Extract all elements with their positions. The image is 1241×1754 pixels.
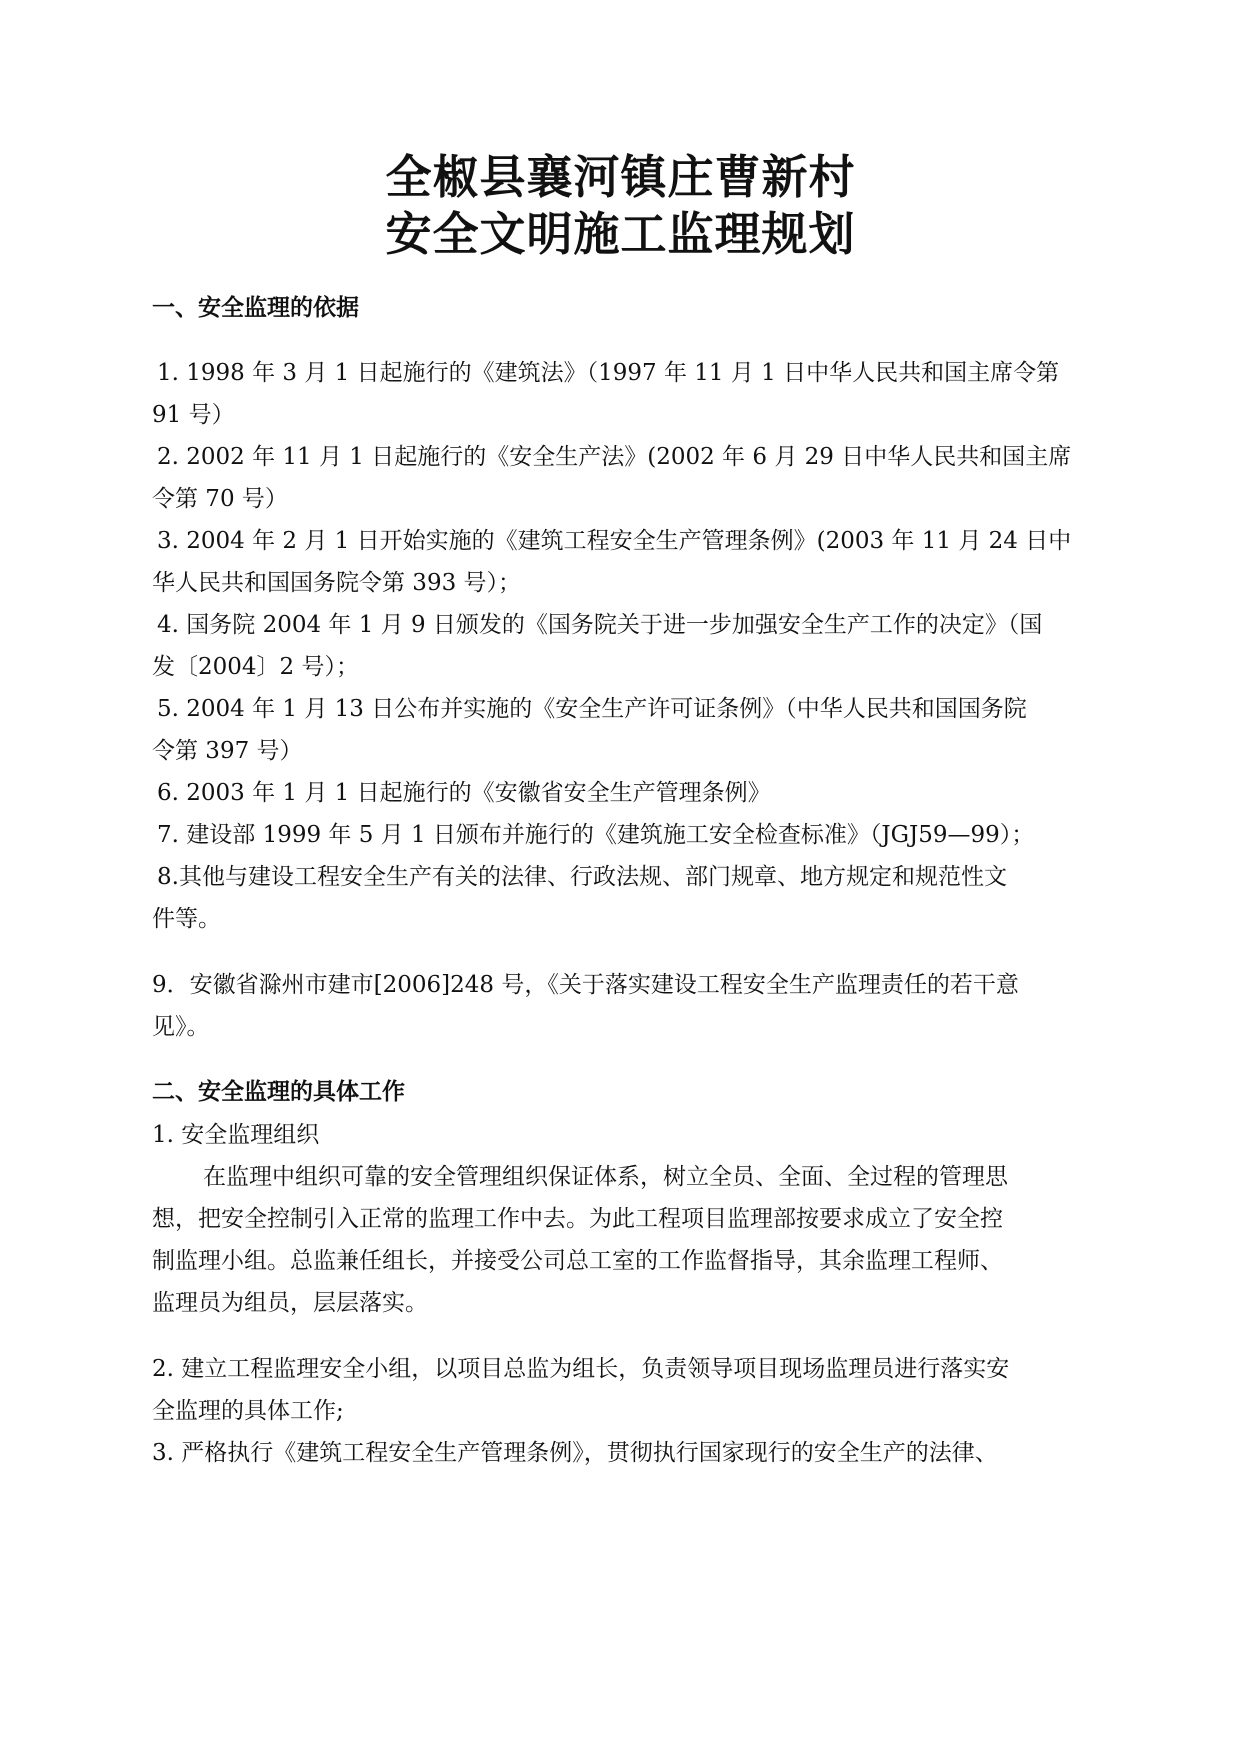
- basis-item-7: 7. 建设部 1999 年 5 月 1 日颁布并施行的《建筑施工安全检查标准》（JGJ59—99）；: [157, 822, 1035, 848]
- basis-item-1-cont: 91 号）: [152, 402, 235, 428]
- work-item-1-title: 1. 安全监理组织: [152, 1122, 320, 1148]
- work-item-2-cont: 全监理的具体工作;: [152, 1398, 344, 1424]
- work-item-1-paragraph-line-2: 想，把安全控制引入正常的监理工作中去。为此工程项目监理部按要求成立了安全控: [152, 1206, 1003, 1232]
- basis-item-1: 1. 1998 年 3 月 1 日起施行的《建筑法》（1997 年 11 月 1 日中华人民共和国主席令第: [157, 360, 1060, 386]
- basis-item-5-cont: 令第 397 号）: [152, 738, 303, 764]
- basis-item-2-cont: 令第 70 号）: [152, 486, 288, 512]
- basis-item-5: 5. 2004 年 1 月 13 日公布并实施的《安全生产许可证条例》（中华人民共和国国务院: [157, 696, 1027, 722]
- basis-item-3: 3. 2004 年 2 月 1 日开始实施的《建筑工程安全生产管理条例》(2003 年 11 月 24 日中: [157, 528, 1072, 554]
- section-1-heading: 一、安全监理的依据: [152, 295, 359, 321]
- basis-item-9-cont: 见》。: [152, 1014, 210, 1040]
- basis-item-9: 9．安徽省滁州市建市[2006]248 号，《关于落实建设工程安全生产监理责任的若干意: [152, 972, 1019, 998]
- basis-item-4-cont: 发〔2004〕2 号）；: [152, 654, 359, 680]
- work-item-1-paragraph-line-1: 在监理中组织可靠的安全管理组织保证体系，树立全员、全面、全过程的管理思: [203, 1164, 1008, 1190]
- work-item-1-paragraph-line-4: 监理员为组员，层层落实。: [152, 1290, 428, 1316]
- section-2-heading: 二、安全监理的具体工作: [152, 1079, 405, 1105]
- basis-item-6: 6. 2003 年 1 月 1 日起施行的《安徽省安全生产管理条例》: [157, 780, 771, 806]
- basis-item-2: 2. 2002 年 11 月 1 日起施行的《安全生产法》(2002 年 6 月 29 日中华人民共和国主席: [157, 444, 1072, 470]
- document-title-line-1: 全椒县襄河镇庄曹新村: [385, 150, 856, 204]
- basis-item-8: 8.其他与建设工程安全生产有关的法律、行政法规、部门规章、地方规定和规范性文: [157, 864, 1007, 890]
- basis-item-4: 4. 国务院 2004 年 1 月 9 日颁发的《国务院关于进一步加强安全生产工作的决定》（国: [157, 612, 1043, 638]
- basis-item-8-cont: 件等。: [152, 906, 221, 932]
- work-item-2: 2. 建立工程监理安全小组，以项目总监为组长，负责领导项目现场监理员进行落实安: [152, 1356, 1010, 1382]
- basis-item-3-cont: 华人民共和国国务院令第 393 号）；: [152, 570, 522, 596]
- document-title-line-2: 安全文明施工监理规划: [385, 207, 856, 261]
- work-item-1-paragraph-line-3: 制监理小组。总监兼任组长，并接受公司总工室的工作监督指导，其余监理工程师、: [152, 1248, 1003, 1274]
- work-item-3: 3. 严格执行《建筑工程安全生产管理条例》，贯彻执行国家现行的安全生产的法律、: [152, 1440, 998, 1466]
